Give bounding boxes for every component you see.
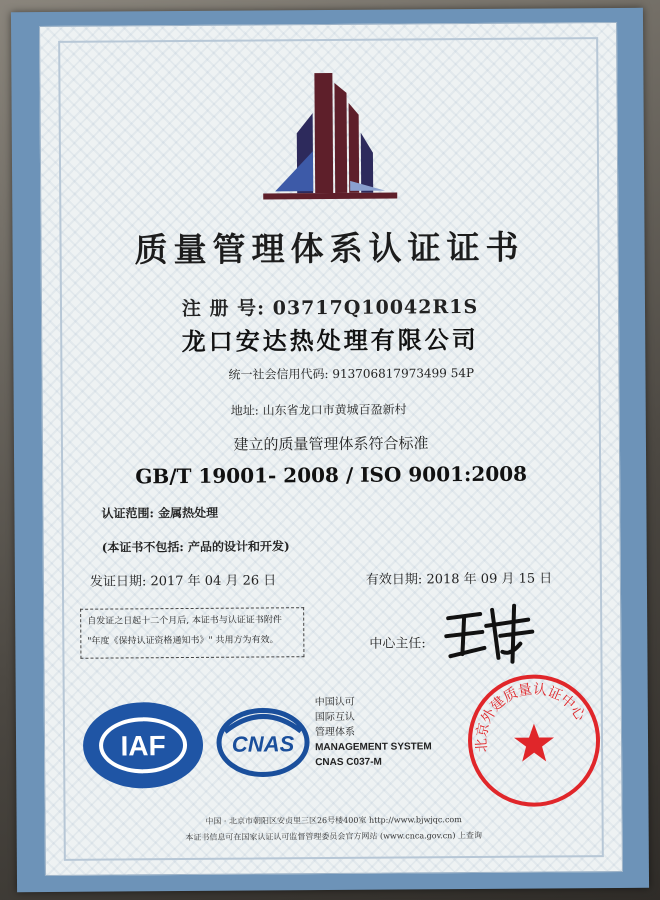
cnas-logo-icon [215, 707, 311, 778]
accreditation-line-2: 国际互认 [314, 711, 355, 724]
notice-line-2: "年度《保持认证资格通知书》" 共用方为有效。 [87, 635, 279, 647]
iaf-logo-text: IAF [120, 730, 166, 762]
accreditation-line-5: CNAS C037-M [315, 756, 382, 769]
scope-exclusion: (本证书不包括: 产品的设计和开发) [101, 539, 290, 555]
certification-scope: 认证范围: 金属热处理 [101, 505, 219, 521]
accreditation-line-1: 中国认可 [314, 696, 355, 709]
standard: GB/T 19001- 2008 / ISO 9001:2008 [135, 461, 528, 489]
director-signature-icon [440, 596, 540, 667]
registration-number: 注 册 号: 03717Q10042R1S [181, 295, 479, 321]
validity-notice [80, 607, 304, 659]
certificate-paper [39, 22, 623, 876]
accreditation-line-3: 管理体系 [314, 726, 356, 739]
notice-line-1: 自发证之日起十二个月后, 本证书与认证证书附件 [87, 615, 282, 627]
director-label: 中心主任: [369, 636, 426, 652]
credit-code: 统一社会信用代码: 913706817973499 54P [228, 365, 475, 382]
conformity-statement: 建立的质量管理体系符合标准 [233, 434, 429, 454]
valid-date: 有效日期: 2018 年 09 月 15 日 [365, 571, 553, 588]
address: 地址: 山东省龙口市黄城百盈新村 [230, 402, 407, 418]
footer-verification: 本证书信息可在国家认证认可监督管理委员会官方网站 (www.cnca.gov.cn) 上查询 [185, 830, 483, 843]
building-logo-icon [254, 62, 405, 203]
accreditation-line-4: MANAGEMENT SYSTEM [315, 741, 432, 754]
footer-address: 中国 · 北京市朝阳区安贞里三区26号楼400室 http://www.bjwjqc.com [205, 815, 462, 826]
cnas-logo-text: CNAS [231, 731, 295, 757]
accreditation-block [315, 694, 432, 770]
red-seal-icon [465, 671, 604, 810]
seal-text: 北京外建质量认证中心 [473, 681, 589, 753]
certificate-border [11, 8, 649, 892]
certificate-title: 质量管理体系认证证书 [134, 227, 525, 270]
iaf-logo-icon [81, 700, 206, 791]
issue-date: 发证日期: 2017 年 04 月 26 日 [89, 573, 277, 590]
company-name: 龙口安达热处理有限公司 [181, 324, 479, 357]
